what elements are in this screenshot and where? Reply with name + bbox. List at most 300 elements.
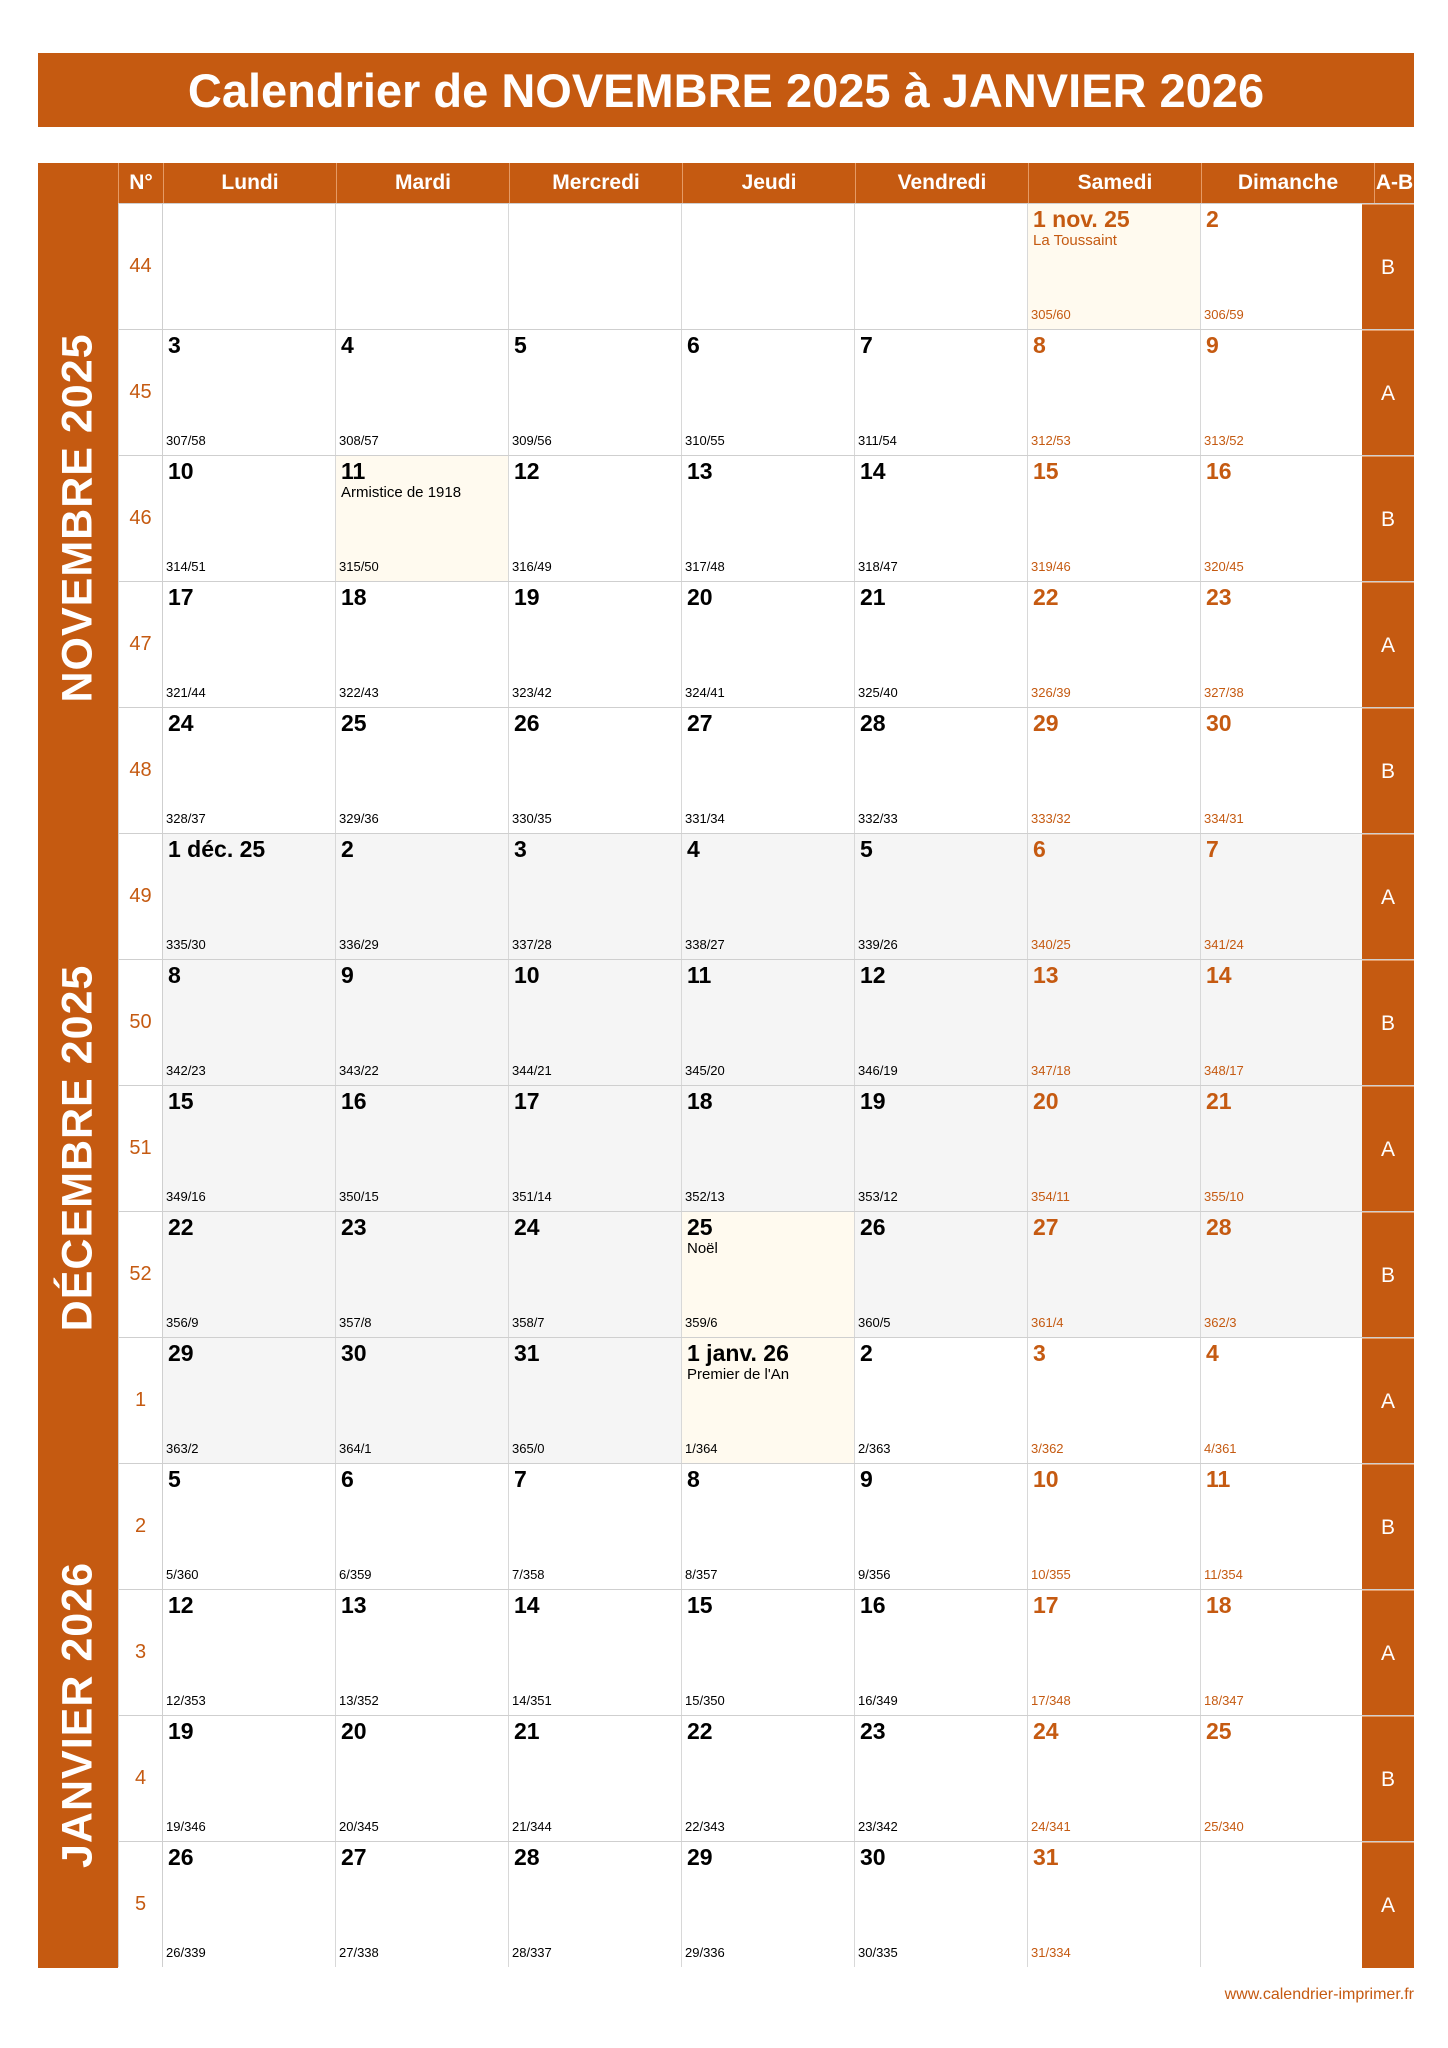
week-row: [118, 1841, 1414, 1967]
day-number: 14: [1206, 962, 1232, 988]
week-row: [118, 1211, 1414, 1337]
day-cell: [1201, 204, 1374, 329]
day-of-year: 309/56: [512, 433, 552, 448]
day-number: 24: [168, 710, 194, 736]
week-number: 50: [118, 960, 163, 1085]
day-number: 30: [341, 1340, 367, 1366]
day-number: 30: [860, 1844, 886, 1870]
day-number: 28: [860, 710, 886, 736]
day-number: 27: [341, 1844, 367, 1870]
day-cell: [855, 960, 1028, 1085]
day-number: 4: [341, 332, 354, 358]
week-row: [118, 707, 1414, 833]
week-number: 44: [118, 204, 163, 329]
day-number: 15: [1033, 458, 1059, 484]
day-of-year: 336/29: [339, 937, 379, 952]
day-cell: [1201, 330, 1374, 455]
week-number: 51: [118, 1086, 163, 1211]
week-ab-label: A: [1362, 1086, 1414, 1212]
day-cell: [163, 204, 336, 329]
day-cell: [163, 1464, 336, 1589]
day-cell: [682, 1716, 855, 1841]
day-of-year: 325/40: [858, 685, 898, 700]
day-cell: [336, 204, 509, 329]
day-cell: [336, 708, 509, 833]
day-of-year: 334/31: [1204, 811, 1244, 826]
day-number: 12: [514, 458, 540, 484]
week-ab-label: B: [1362, 1464, 1414, 1590]
day-cell: [336, 1590, 509, 1715]
header-day-sunday: Dimanche: [1201, 163, 1374, 203]
day-of-year: 350/15: [339, 1189, 379, 1204]
week-ab-label: A: [1362, 834, 1414, 960]
day-cell: [163, 960, 336, 1085]
day-of-year: 30/335: [858, 1945, 898, 1960]
week-row: [118, 329, 1414, 455]
day-number: 26: [168, 1844, 194, 1870]
day-cell: [682, 330, 855, 455]
day-of-year: 17/348: [1031, 1693, 1071, 1708]
day-number: 11: [687, 962, 712, 988]
day-of-year: 361/4: [1031, 1315, 1064, 1330]
day-of-year: 314/51: [166, 559, 206, 574]
header-day-tuesday: Mardi: [336, 163, 509, 203]
day-number: 23: [860, 1718, 886, 1744]
day-number: 9: [341, 962, 354, 988]
week-number: 48: [118, 708, 163, 833]
day-cell: [855, 1590, 1028, 1715]
day-of-year: 312/53: [1031, 433, 1071, 448]
day-of-year: 344/21: [512, 1063, 552, 1078]
header-day-thursday: Jeudi: [682, 163, 855, 203]
day-of-year: 6/359: [339, 1567, 372, 1582]
week-number: 1: [118, 1338, 163, 1463]
day-number: 20: [1033, 1088, 1059, 1114]
calendar-title: Calendrier de NOVEMBRE 2025 à JANVIER 2026: [38, 53, 1414, 127]
day-cell: [682, 960, 855, 1085]
day-of-year: 335/30: [166, 937, 206, 952]
day-of-year: 305/60: [1031, 307, 1071, 322]
day-cell: [1028, 204, 1201, 329]
day-of-year: 9/356: [858, 1567, 891, 1582]
day-of-year: 364/1: [339, 1441, 372, 1456]
day-of-year: 330/35: [512, 811, 552, 826]
day-of-year: 339/26: [858, 937, 898, 952]
day-number: 12: [860, 962, 886, 988]
day-of-year: 326/39: [1031, 685, 1071, 700]
day-number: 8: [687, 1466, 700, 1492]
day-number: 11: [341, 458, 366, 484]
day-of-year: 346/19: [858, 1063, 898, 1078]
day-of-year: 323/42: [512, 685, 552, 700]
day-number: 23: [341, 1214, 367, 1240]
week-ab-label: A: [1362, 1590, 1414, 1716]
day-of-year: 28/337: [512, 1945, 552, 1960]
day-number: 25: [341, 710, 367, 736]
day-of-year: 358/7: [512, 1315, 545, 1330]
day-of-year: 15/350: [685, 1693, 725, 1708]
month-label: [38, 203, 118, 833]
day-number: 16: [860, 1592, 886, 1618]
month-label-text: DÉCEMBRE 2025: [53, 964, 102, 1332]
day-of-year: 311/54: [858, 433, 897, 448]
day-cell: [682, 1338, 855, 1463]
day-cell: [163, 1212, 336, 1337]
day-cell: [163, 330, 336, 455]
day-cell: [1201, 1716, 1374, 1841]
day-number: 2: [1206, 206, 1219, 232]
day-cell: [1028, 1590, 1201, 1715]
day-cell: [682, 1590, 855, 1715]
day-number: 25: [1206, 1718, 1232, 1744]
day-cell: [163, 834, 336, 959]
day-cell: [682, 456, 855, 581]
day-number: 13: [687, 458, 713, 484]
day-cell: [163, 1842, 336, 1967]
day-cell: [855, 330, 1028, 455]
day-number: 24: [1033, 1718, 1059, 1744]
week-number: 4: [118, 1716, 163, 1841]
day-of-year: 27/338: [339, 1945, 379, 1960]
day-number: 19: [514, 584, 540, 610]
day-cell: [509, 1086, 682, 1211]
calendar-grid: [118, 203, 1414, 1967]
day-number: 24: [514, 1214, 540, 1240]
day-of-year: 338/27: [685, 937, 725, 952]
day-cell: [1201, 1842, 1374, 1967]
day-cell: [163, 1338, 336, 1463]
day-cell: [855, 834, 1028, 959]
day-cell: [336, 960, 509, 1085]
day-number: 28: [514, 1844, 540, 1870]
holiday-label: Premier de l'An: [687, 1366, 790, 1383]
day-cell: [163, 456, 336, 581]
day-number: 11: [1206, 1466, 1231, 1492]
day-of-year: 333/32: [1031, 811, 1071, 826]
day-cell: [682, 1086, 855, 1211]
day-of-year: 307/58: [166, 433, 206, 448]
week-row: [118, 581, 1414, 707]
day-number: 22: [168, 1214, 194, 1240]
header-day-friday: Vendredi: [855, 163, 1028, 203]
day-number: 7: [514, 1466, 527, 1492]
day-cell: [336, 1212, 509, 1337]
day-number: 10: [168, 458, 194, 484]
day-of-year: 5/360: [166, 1567, 199, 1582]
day-number: 14: [514, 1592, 540, 1618]
day-number: 28: [1206, 1214, 1232, 1240]
header-day-saturday: Samedi: [1028, 163, 1201, 203]
day-cell: [1028, 834, 1201, 959]
day-number: 15: [687, 1592, 713, 1618]
day-cell: [163, 582, 336, 707]
day-cell: [1201, 834, 1374, 959]
day-cell: [1201, 1086, 1374, 1211]
day-number: 5: [168, 1466, 181, 1492]
day-cell: [682, 582, 855, 707]
week-row: [118, 833, 1414, 959]
column-header-row: [38, 163, 1414, 203]
day-of-year: 308/57: [339, 433, 379, 448]
day-cell: [855, 456, 1028, 581]
day-cell: [1028, 1464, 1201, 1589]
week-ab-label: B: [1362, 456, 1414, 582]
day-number: 16: [1206, 458, 1232, 484]
day-cell: [1201, 1338, 1374, 1463]
day-of-year: 24/341: [1031, 1819, 1071, 1834]
day-cell: [1028, 1716, 1201, 1841]
day-of-year: 310/55: [685, 433, 725, 448]
day-cell: [682, 204, 855, 329]
day-cell: [509, 456, 682, 581]
day-of-year: 23/342: [858, 1819, 898, 1834]
day-number: 29: [1033, 710, 1059, 736]
day-number: 7: [860, 332, 873, 358]
day-number: 20: [341, 1718, 367, 1744]
day-cell: [336, 582, 509, 707]
day-cell: [336, 1464, 509, 1589]
day-cell: [1201, 960, 1374, 1085]
day-of-year: 320/45: [1204, 559, 1244, 574]
week-ab-label: B: [1362, 1212, 1414, 1338]
day-cell: [855, 1716, 1028, 1841]
day-number: 2: [860, 1340, 873, 1366]
day-of-year: 342/23: [166, 1063, 206, 1078]
day-of-year: 348/17: [1204, 1063, 1244, 1078]
day-number: 5: [860, 836, 873, 862]
day-cell: [509, 1590, 682, 1715]
day-cell: [336, 834, 509, 959]
day-of-year: 2/363: [858, 1441, 891, 1456]
day-number: 27: [687, 710, 713, 736]
day-of-year: 10/355: [1031, 1567, 1071, 1582]
day-number: 10: [514, 962, 540, 988]
day-cell: [1028, 1212, 1201, 1337]
week-ab-label: A: [1362, 1842, 1414, 1968]
month-sidebar: [38, 203, 118, 1968]
day-of-year: 352/13: [685, 1189, 725, 1204]
day-of-year: 306/59: [1204, 307, 1244, 322]
week-row: [118, 1085, 1414, 1211]
day-of-year: 360/5: [858, 1315, 891, 1330]
day-of-year: 20/345: [339, 1819, 379, 1834]
header-corner: [38, 163, 118, 203]
day-of-year: 322/43: [339, 685, 379, 700]
day-number: 12: [168, 1592, 194, 1618]
month-label-text: JANVIER 2026: [53, 1562, 102, 1868]
day-cell: [509, 960, 682, 1085]
day-of-year: 4/361: [1204, 1441, 1237, 1456]
day-number: 3: [1033, 1340, 1046, 1366]
week-row: [118, 1463, 1414, 1589]
day-of-year: 11/354: [1204, 1567, 1243, 1582]
day-number: 22: [1033, 584, 1059, 610]
day-of-year: 359/6: [685, 1315, 718, 1330]
day-of-year: 318/47: [858, 559, 898, 574]
day-of-year: 337/28: [512, 937, 552, 952]
day-number: 21: [514, 1718, 540, 1744]
day-of-year: 365/0: [512, 1441, 545, 1456]
month-label-text: NOVEMBRE 2025: [53, 333, 102, 703]
day-of-year: 349/16: [166, 1189, 206, 1204]
day-cell: [509, 834, 682, 959]
header-day-monday: Lundi: [163, 163, 336, 203]
day-cell: [1201, 582, 1374, 707]
day-of-year: 12/353: [166, 1693, 206, 1708]
day-cell: [855, 1338, 1028, 1463]
day-number: 18: [687, 1088, 713, 1114]
day-cell: [855, 582, 1028, 707]
day-cell: [163, 1716, 336, 1841]
day-number: 6: [687, 332, 700, 358]
day-cell: [336, 330, 509, 455]
day-cell: [336, 1338, 509, 1463]
day-number: 23: [1206, 584, 1232, 610]
day-number: 21: [860, 584, 886, 610]
day-cell: [336, 1086, 509, 1211]
day-of-year: 362/3: [1204, 1315, 1237, 1330]
header-day-wednesday: Mercredi: [509, 163, 682, 203]
day-cell: [855, 708, 1028, 833]
day-cell: [509, 1338, 682, 1463]
week-number: 45: [118, 330, 163, 455]
day-cell: [1201, 1212, 1374, 1337]
week-row: [118, 203, 1414, 329]
day-number: 26: [860, 1214, 886, 1240]
day-number: 1 nov. 25: [1033, 206, 1130, 232]
day-of-year: 328/37: [166, 811, 206, 826]
week-ab-label: B: [1362, 204, 1414, 330]
day-cell: [1201, 456, 1374, 581]
day-number: 29: [168, 1340, 194, 1366]
day-of-year: 324/41: [685, 685, 725, 700]
day-of-year: 327/38: [1204, 685, 1244, 700]
day-number: 6: [341, 1466, 354, 1492]
day-cell: [855, 1086, 1028, 1211]
week-ab-label: B: [1362, 1716, 1414, 1842]
day-number: 19: [168, 1718, 194, 1744]
day-number: 22: [687, 1718, 713, 1744]
day-of-year: 319/46: [1031, 559, 1071, 574]
day-cell: [682, 1464, 855, 1589]
day-cell: [336, 456, 509, 581]
day-number: 14: [860, 458, 886, 484]
week-ab-label: B: [1362, 960, 1414, 1086]
day-of-year: 345/20: [685, 1063, 725, 1078]
day-number: 26: [514, 710, 540, 736]
month-label: [38, 833, 118, 1463]
header-week-number: N°: [118, 163, 163, 203]
day-cell: [682, 708, 855, 833]
day-number: 6: [1033, 836, 1046, 862]
day-number: 8: [1033, 332, 1046, 358]
day-number: 27: [1033, 1214, 1059, 1240]
day-number: 16: [341, 1088, 367, 1114]
day-of-year: 16/349: [858, 1693, 898, 1708]
day-cell: [855, 204, 1028, 329]
day-cell: [509, 204, 682, 329]
day-number: 31: [1033, 1844, 1059, 1870]
holiday-label: Noël: [687, 1240, 718, 1257]
day-of-year: 19/346: [166, 1819, 206, 1834]
day-of-year: 340/25: [1031, 937, 1071, 952]
day-number: 25: [687, 1214, 713, 1240]
day-cell: [1028, 582, 1201, 707]
day-number: 7: [1206, 836, 1219, 862]
day-cell: [336, 1842, 509, 1967]
day-cell: [163, 1590, 336, 1715]
day-number: 3: [168, 332, 181, 358]
day-cell: [1028, 708, 1201, 833]
day-cell: [1201, 1590, 1374, 1715]
day-number: 20: [687, 584, 713, 610]
day-of-year: 8/357: [685, 1567, 718, 1582]
day-cell: [1201, 1464, 1374, 1589]
day-cell: [509, 582, 682, 707]
holiday-label: Armistice de 1918: [341, 484, 462, 501]
day-cell: [682, 1842, 855, 1967]
day-number: 17: [514, 1088, 540, 1114]
day-of-year: 363/2: [166, 1441, 199, 1456]
day-number: 18: [341, 584, 367, 610]
week-row: [118, 959, 1414, 1085]
week-number: 49: [118, 834, 163, 959]
holiday-label: La Toussaint: [1033, 232, 1117, 249]
day-cell: [509, 708, 682, 833]
day-number: 4: [1206, 1340, 1219, 1366]
week-number: 2: [118, 1464, 163, 1589]
day-cell: [682, 1212, 855, 1337]
day-cell: [855, 1212, 1028, 1337]
day-number: 8: [168, 962, 181, 988]
day-number: 3: [514, 836, 527, 862]
week-number: 52: [118, 1212, 163, 1337]
day-cell: [1028, 330, 1201, 455]
header-ab: A-B: [1374, 163, 1414, 203]
day-number: 15: [168, 1088, 194, 1114]
day-number: 1 janv. 26: [687, 1340, 789, 1366]
week-number: 47: [118, 582, 163, 707]
day-of-year: 331/34: [685, 811, 725, 826]
day-of-year: 22/343: [685, 1819, 725, 1834]
day-of-year: 355/10: [1204, 1189, 1244, 1204]
day-cell: [1028, 1086, 1201, 1211]
day-of-year: 317/48: [685, 559, 725, 574]
day-cell: [509, 1716, 682, 1841]
day-of-year: 1/364: [685, 1441, 718, 1456]
day-number: 5: [514, 332, 527, 358]
day-of-year: 354/11: [1031, 1189, 1070, 1204]
day-number: 13: [341, 1592, 367, 1618]
day-cell: [682, 834, 855, 959]
day-number: 29: [687, 1844, 713, 1870]
day-number: 18: [1206, 1592, 1232, 1618]
day-number: 13: [1033, 962, 1059, 988]
day-cell: [1028, 1842, 1201, 1967]
day-cell: [163, 708, 336, 833]
day-of-year: 329/36: [339, 811, 379, 826]
day-number: 31: [514, 1340, 540, 1366]
day-number: 2: [341, 836, 354, 862]
day-cell: [855, 1842, 1028, 1967]
day-of-year: 3/362: [1031, 1441, 1064, 1456]
day-of-year: 21/344: [512, 1819, 552, 1834]
week-number: 5: [118, 1842, 163, 1967]
week-row: [118, 455, 1414, 581]
week-row: [118, 1589, 1414, 1715]
day-cell: [1028, 1338, 1201, 1463]
day-of-year: 313/52: [1204, 433, 1244, 448]
